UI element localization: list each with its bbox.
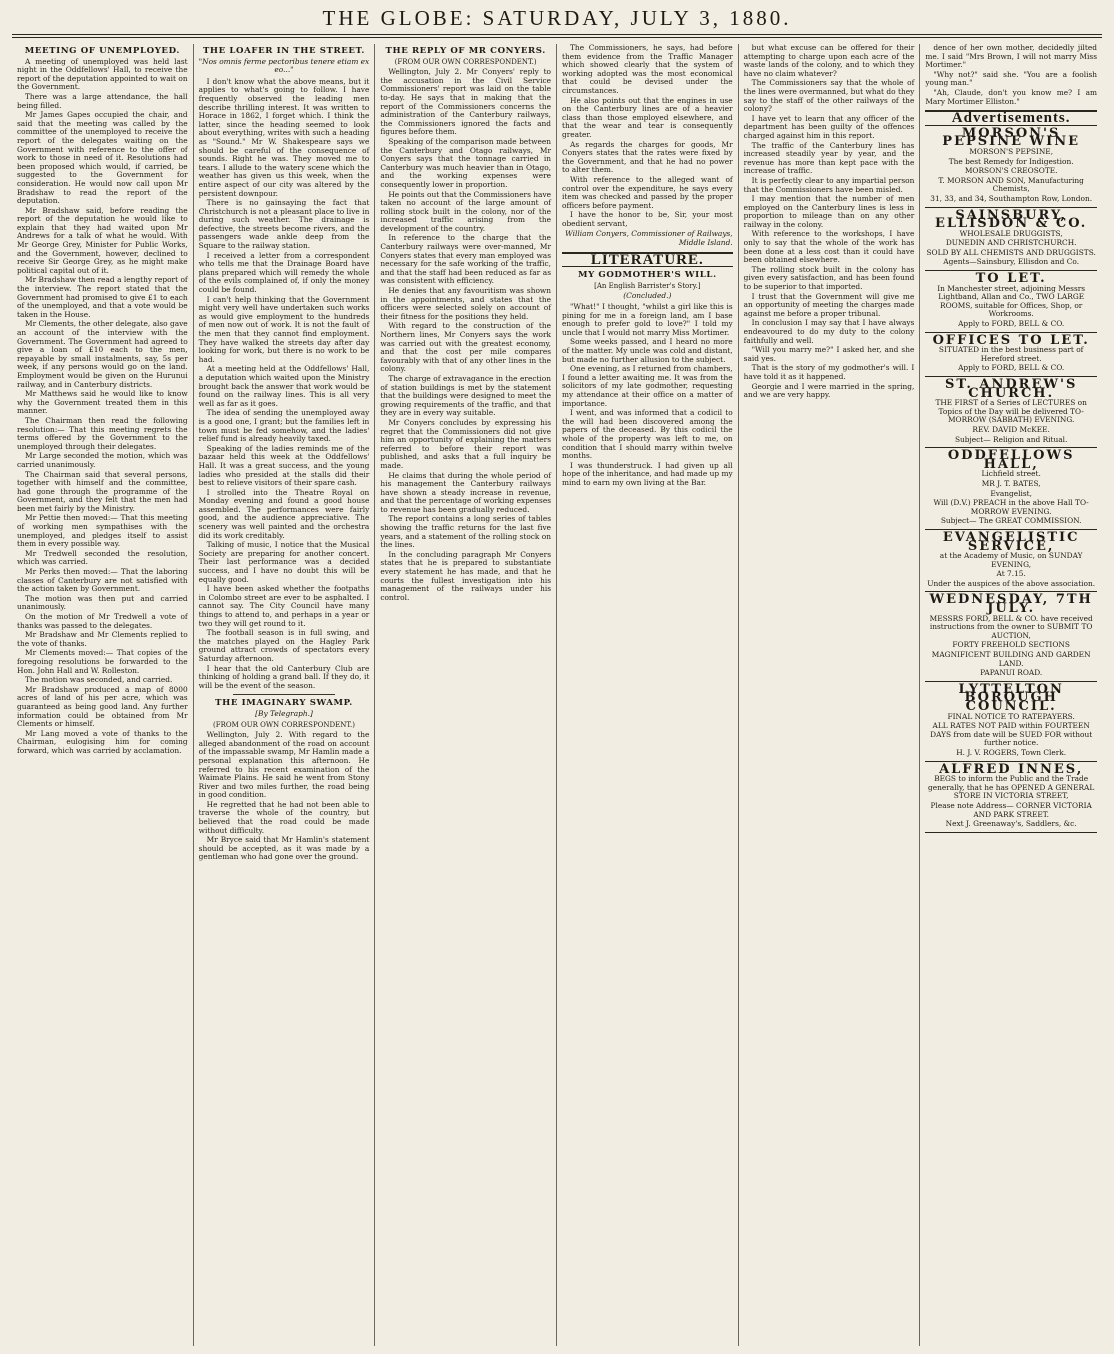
advertisement-line: FINAL NOTICE TO RATEPAYERS. [947,711,1075,721]
divider [233,694,335,695]
paragraph: The report contains a long series of tables showing the traffic returns for the last five years, and a statement of the rolling stock on the lines. [380,514,551,550]
masthead-rule [12,34,1102,38]
column-3 [375,44,557,1346]
paragraph: Wellington, July 2. With regard to the alleged abandonment of the road on account of the impassable swamp, Mr Hamlin made a personal explanation this afternoon. He referred to his recent examination of the Waimate Plains. He said he went from Stony River and two miles further, the road being in good condition. [198,730,370,800]
paragraph: There is no gainsaying the fact that Christchurch is not a pleasant place to live in during such weather. The drainage is defective, the streets become rivers, and the passengers wade ankle deep from the Square to the railway station. [198,198,370,251]
paragraph: I can't help thinking that the Government might very well have undertaken such works as would give employment to the hundreds of men now out of work. It is not the fault of the men that they cannot find employment. They have walked the streets day after day looking for work, but there is no work to be had. [198,294,370,364]
paragraph: The charge of extravagance in the erection of station buildings is met by the statement that the buildings were designed to meet the growing requirements of the traffic, and that they are in every way suitable. [380,373,551,418]
paragraph: Mr Pettie then moved:— That this meeting of working men sympathises with the unemployed, and pledges itself to assist them in every possible way. [17,513,188,549]
advertisement-title: ST. ANDREW'S CHURCH. [944,377,1078,401]
paragraph: Mr Bradshaw and Mr Clements replied to the vote of thanks. [17,630,188,648]
advertisement-line: The best Remedy for Indigestion. [948,156,1074,166]
paragraph: but what excuse can be offered for their attempting to charge upon each acre of the waste lands of the colony, and to which they have no claim whatever? [743,44,915,78]
paragraph: The motion was then put and carried unanimously. [17,593,188,612]
advertisement-line: FORTY FREEHOLD SECTIONS [952,640,1070,650]
paragraph: Mr Bradshaw produced a map of 8000 acres of land of his per acre, which was guaranteed as being good land. Any further information could be obtained from Mr Clements or himself. [17,684,188,729]
paragraph: He denies that any favouritism was shown in the appointments, and states that the officers were selected solely on account of their fitness for the positions they held. [380,286,551,321]
paragraph: Speaking of the ladies reminds me of the bazaar held this week at the Oddfellows' Hall. It was a great success, and the young ladies who presided at the stalls did their best to relieve visitors of their spare cash. [198,443,370,488]
advertisement-line: ALL RATES NOT PAID within FOURTEEN DAYS from date will be SUED FOR without further notice. [930,721,1093,748]
paragraph: Talking of music, I notice that the Musical Society are preparing for another concert. Their last performance was a decided success, and I have no doubt this will be equally good. [198,540,370,584]
article-body [380,68,551,602]
advertisement [925,529,1097,593]
paragraph: Speaking of the comparison made between the Canterbury and Otago railways, Mr Conyers says that the tonnage carried in Canterbury was much heavier than in Otago, and the working expenses were consequently lower in proportion. [380,136,551,189]
paragraph: The Chairman said that several persons, together with himself and the committee, had gone through the programme of the Government, and they felt that the men had been met fairly by the Ministry. [17,469,188,513]
paragraph: I have yet to learn that any officer of the department has been guilty of the offences charged against him in this report. [743,113,915,140]
advertisement-line: DUNEDIN AND CHRISTCHURCH. [945,238,1077,248]
section-heading: LITERATURE. [562,252,733,268]
paragraph: I went, and was informed that a codicil to the will had been discovered among the papers of the deceased. By this codicil the whole of the property was left to me, on condition that I should marry within twelve months. [562,408,733,461]
column-2 [194,44,376,1346]
advertisement [925,207,1097,272]
paragraph: Mr Tredwell seconded the resolution, which was carried. [17,548,188,567]
advertisement-title: MORSON'S PEPSINE WINE [942,125,1081,150]
paragraph: Mr Perks then moved:— That the laboring classes of Canterbury are not satisfied with the action taken by Government. [17,567,188,594]
advertisement-line: SITUATED in the best business part of Hereford street. [938,345,1084,363]
article-body [744,44,915,400]
advertisement-line: MORSON'S PEPSINE, [969,146,1054,156]
article-body [199,731,370,862]
advertisement-line: Apply to FORD, BELL & CO. [958,319,1065,329]
advertisement-line: Next J. Greenaway's, Saddlers, &c. [945,819,1077,829]
advertisement-line: T. MORSON AND SON, Manufacturing Chemists, [938,175,1084,194]
advertisement-title: TO LET. [975,271,1047,287]
advertisement-line: PAPANUI ROAD. [980,668,1043,678]
paragraph: The idea of sending the unemployed away is a good one, I grant; but the families left in town must be fed somehow, and the ladies' relief fund is already heavily taxed. [198,408,370,444]
story-body [562,303,733,487]
advertisement-title: EVANGELISTIC SERVICE, [942,529,1080,554]
paragraph: He points out that the Commissioners have taken no account of the large amount of rolling stock built in the colony, nor of the increased traffic arising from the development of the country. [380,189,551,233]
advertisement [925,377,1097,448]
advertisement-line: Lichfield street. [981,469,1041,479]
paragraph: The Chairman then read the following resolution:— That this meeting regrets the terms offered by the Government to the unemployed through their delegates. [17,415,188,451]
advertisement-divider [925,832,1097,833]
column-5 [739,44,921,1346]
advertisement [925,761,1097,833]
paragraph: Mr James Gapes occupied the chair, and said that the meeting was called by the committee of the unemployed to receive the report of the delegates waiting on the Government with reference to the offer of work to those in need of it. Resolutions had been proposed which would, if carried, be suggested to the Government for consideration. He would now call upon Mr Bradshaw to read the report of the deputation. [17,110,188,206]
paragraph: In the concluding paragraph Mr Conyers states that he is prepared to substantiate every statement he has made, and that he courts the fullest investigation into his management of the railways under his control. [380,549,551,602]
article-headline: THE REPLY OF MR CONYERS. [385,46,546,56]
columns [12,44,1102,1346]
paragraph: Mr Clements, the other delegate, also gave an account of the interview with the Government. The Government had agreed to give a loan of £10 each to the men, repayable by small instalments, say, 5s per week, if any persons would go on the land. Employment would be given on the Hurunui railway, and in Canterbury districts. [17,319,188,389]
paragraph: "Ah, Claude, don't you know me? I am Mary Mortimer Elliston." [925,87,1097,106]
paragraph: He regretted that he had not been able to traverse the whole of the country, but believed that the road could be made without difficulty. [198,799,370,835]
article-motto: "Nos omnis ferme pectoribus tenere etiam ex eo..." [198,56,370,75]
paragraph: The traffic of the Canterbury lines has increased steadily year by year, and the revenue has more than kept pace with the increase of traffic. [743,140,915,176]
advertisement-line: H. J. V. ROGERS, Town Clerk. [956,747,1067,757]
advertisement-title: SAINSBURY, ELLISDON & CO. [934,207,1088,232]
advertisements [925,125,1097,833]
paragraph: The motion was seconded, and carried. [25,675,173,685]
advertisement-line: at the Academy of Music, on SUNDAY EVENING, [939,551,1083,569]
advertisement-line: Will (D.V.) PREACH in the above Hall TO-MORROW EVENING. [933,498,1089,516]
paragraph: "Why not?" said she. "You are a foolish young man." [925,69,1097,88]
paragraph: dence of her own mother, decidedly jilted me. I said "Mrs Brown, I will not marry Miss Mortimer." [925,44,1097,70]
advertisement-line: Please note Address— CORNER VICTORIA AND PARK STREET. [930,800,1092,819]
advertisement-line: REV. DAVID McKEE. [972,424,1050,434]
paragraph: I hear that the old Canterbury Club are thinking of holding a grand ball. If they do, it will be the event of the season. [198,663,370,690]
paragraph: As regards the charges for goods, Mr Conyers states that the rates were fixed by the Government, and that he had no power to alter them. [562,139,733,175]
advertisement-title: WEDNESDAY, 7TH JULY. [929,592,1093,617]
paragraph: The football season is in full swing, and the matches played on the Hagley Park ground attract crowds of spectators every Saturday afternoon. [198,628,370,663]
paragraph: Wellington, July 2. Mr Conyers' reply to the accusation in the Civil Service Commissioners' report was laid on the table to-day. He says that in making that the report of the Commissioners concerns the administration of the Canterbury railways, the Commissioners ignored the facts and figures before them. [380,67,551,137]
advertisement [925,332,1097,377]
paragraph: Mr Large seconded the motion, which was carried unanimously. [17,451,188,469]
advertisement-line: 31, 33, and 34, Southampton Row, London. [930,193,1093,203]
paragraph: He also points out that the engines in use on the Canterbury lines are of a heavier class than those employed elsewhere, and that the wear and tear is consequently greater. [562,95,733,139]
story-title: MY GODMOTHER'S WILL. [577,270,717,281]
advertisement-line: Apply to FORD, BELL & CO. [958,363,1065,373]
paragraph: At a meeting held at the Oddfellows' Hall, a deputation which waited upon the Ministry brought back the answer that work would be found on the railway lines. This is all very well as far as it goes. [198,364,370,408]
paragraph: Mr Bryce said that Mr Hamlin's statement should be accepted, as it was made by a gentleman who had gone over the ground. [198,835,370,862]
paragraph: In reference to the charge that the Canterbury railways were over-manned, Mr Conyers states that every man employed was necessary for the safe working of the traffic, and that the staff had been reduced as far as was consistent with efficiency. [380,233,551,286]
advertisement-line: BEGS to inform the Public and the Trade generally, that he has OPENED A GENERAL STORE IN VICTORIA STREET, [928,774,1095,801]
paragraph: That is the story of my godmother's will. I have told it as it happened. [743,363,915,381]
paragraph: "What!" I thought, "whilst a girl like this is pining for me in a foreign land, am I base enough to prefer gold to love?" I told my uncle that I would not marry Miss Mortimer. [562,302,733,337]
advertisement-line: MAGNIFICENT BUILDING AND GARDEN LAND. [931,650,1091,668]
paragraph: It is perfectly clear to any impartial person that the Commissioners have been misled. [743,175,915,194]
advertisement-line: Under the auspices of the above association. [927,578,1096,588]
advertisement-line: At 7.15. [996,569,1026,579]
advertisement [925,592,1097,681]
paragraph: I have the honor to be, Sir, your most obedient servant, [562,210,733,228]
advertisement-line: Subject— The GREAT COMMISSION. [940,516,1082,526]
paragraph: I received a letter from a correspondent who tells me that the Drainage Board have plans prepared which will remedy the whole of the evils complained of, if only the money could be found. [198,250,370,295]
advertisement-title: OFFICES TO LET. [932,332,1090,348]
newspaper-title: THE GLOBE: SATURDAY, JULY 3, 1880. [322,6,792,30]
paragraph: In conclusion I may say that I have always endeavoured to do my duty to the colony faithfully and well. [743,318,915,345]
article-body [17,58,188,756]
column-6 [920,44,1102,1346]
paragraph: Mr Bradshaw said, before reading the report of the deputation he would like to explain that they had waited upon Mr Andrews for a talk of what he would. With Mr George Grey, Minister for Public Works, and the Government, however, declined to receive Sir George Grey, as he might make political capital out of it. [17,205,188,275]
paragraph: I was thunderstruck. I had given up all hope of the inheritance, and had made up my mind to earn my own living at the Bar. [562,460,733,487]
paragraph: Mr Bradshaw then read a lengthy report of the interview. The report stated that the Government had promised to give £1 to each of the unemployed, and that a vote would be taken in the House. [17,275,188,319]
advertisement-title: LYTTELTON BOROUGH COUNCIL. [958,681,1064,714]
paragraph: Mr Matthews said he would like to know why the Government treated them in this manner. [17,389,188,416]
advertisement-line: MESSRS FORD, BELL & CO. have received instructions from the owner to SUBMIT TO AUCTION, [929,613,1093,640]
story-note: (Concluded.) [623,291,672,301]
paragraph: "Will you marry me?" I asked her, and she said yes. [743,345,915,363]
advertisements-heading: Advertisements. [925,110,1097,126]
advertisement [925,681,1097,762]
paragraph: The rolling stock built in the colony has given every satisfaction, and has been found to be superior to that imported. [743,264,915,292]
advertisement [925,125,1097,208]
paragraph: I have been asked whether the footpaths in Colombo street are ever to be asphalted. I cannot say. The City Council have many things to attend to, and perhaps in a year or two they will get round to it. [198,584,370,628]
signature: William Conyers, Commissioner of Railways, Middle Island. [565,229,733,248]
paragraph: The Commissioners say that the whole of the lines were overmanned, but what do they say to the staff of the other railways of the colony? [743,78,915,114]
paragraph: With reference to the workshops, I have only to say that the whole of the work has been done at a less cost than it could have been obtained elsewhere. [743,229,915,265]
column-4 [557,44,739,1346]
paragraph: I trust that the Government will give me an opportunity of meeting the charges made against me before a proper tribunal. [743,291,915,318]
advertisement-line: MR J. T. BATES, [981,478,1041,488]
paragraph: On the motion of Mr Tredwell a vote of thanks was passed to the delegates. [17,612,188,630]
paragraph: He claims that during the whole period of his management the Canterbury railways have shown a steady increase in revenue, and that the percentage of working expenses to revenue has been gradually reduced. [380,470,551,514]
advertisement [925,448,1097,530]
advertisement-line: WHOLESALE DRUGGISTS, [959,228,1063,238]
paragraph: One evening, as I returned from chambers, I found a letter awaiting me. It was from the solicitors of my late godmother, requesting my attendance at their office on a matter of importance. [562,364,733,408]
paragraph: With regard to the construction of the Northern lines, Mr Conyers says the work was carried out with the greatest economy, and that the cost per mile compares favourably with that of any other lines in the colony. [380,321,551,374]
paragraph: With reference to the alleged want of control over the expenditure, he says every item was checked and passed by the proper officers before payment. [562,174,733,210]
story-byline: [An English Barrister's Story.] [594,281,701,290]
paragraph: There was a large attendance, the hall being filled. [17,91,188,110]
masthead [0,0,1114,40]
advertisement-line: Evangelist, [990,488,1032,498]
article-note: [By Telegraph.] [255,708,313,718]
paragraph: The Commissioners, he says, had before them evidence from the Traffic Manager which showed clearly that the system of working adopted was the most economical that could be devised under the circumstances. [562,44,733,95]
advertisement [925,271,1097,333]
advertisement-line: Subject— Religion and Ritual. [954,434,1068,444]
paragraph: Mr Conyers concludes by expressing his regret that the Commissioners did not give him an opportunity of explaining the matters referred to before their report was published, and asks that a full inquiry be made. [380,417,551,470]
article-body [199,78,370,691]
column-1 [12,44,194,1346]
paragraph: I don't know what the above means, but it applies to what's going to follow. I have frequently observed the leading men describe thrilling interest. It was written to Horace in 1862, I forget which. I think the latter, since the heading seemed to look about everything, writes with such a heading as "Sound." Mr W. Shakespeare says we should be careful of the consequence of sounds. Right he was. They moved me to tears. I allude to the watery scene which the weather has given us this week, when the entire aspect of our city was altered by the persistent downpour. [198,76,370,198]
paragraph: A meeting of unemployed was held last night in the Oddfellows' Hall, to receive the report of the deputation appointed to wait on the Government. [17,56,188,92]
advertisement-title: ODDFELLOWS HALL, [947,448,1075,472]
article-source: (FROM OUR OWN CORRESPONDENT.) [394,57,537,66]
paragraph: I may mention that the number of men employed on the Canterbury lines is less in proportion to mileage than on any other railway in the colony. [743,194,915,229]
advertisement-line: MORSON'S CREOSOTE. [964,166,1058,176]
article-body [562,44,733,228]
article-headline: THE LOAFER IN THE STREET. [202,46,366,56]
advertisement-line: Agents—Sainsbury, Ellisdon and Co. [943,257,1080,267]
article-headline: MEETING OF UNEMPLOYED. [24,46,180,56]
paragraph: Georgie and I were married in the spring, and we are very happy. [743,381,915,400]
article-source: (FROM OUR OWN CORRESPONDENT.) [213,720,355,729]
paragraph: I strolled into the Theatre Royal on Monday evening and found a good house assembled. The performances were fairly good, and the audience appreciative. The scenery was well painted and the orchestra did its work creditably. [198,487,370,540]
advertisement-line: THE FIRST of a Series of LECTURES on Topics of the Day will be delivered TO-MORROW (SABBATH) EVENING. [935,398,1087,425]
paragraph: Mr Clements moved:— That copies of the foregoing resolutions be forwarded to the Hon. John Hall and W. Rolleston. [17,648,188,675]
advertisement-title: ALFRED INNES, [939,761,1084,777]
article-headline: THE IMAGINARY SWAMP. [215,698,353,709]
advertisement-line: In Manchester street, adjoining Messrs Lightband, Allan and Co., TWO LARGE ROOMS, suitable for Offices, Shop, or Workrooms. [937,283,1086,319]
advertisement-line: SOLD BY ALL CHEMISTS AND DRUGGISTS. [926,247,1096,257]
paragraph: Some weeks passed, and I heard no more of the matter. My uncle was cold and distant, but made no further allusion to the subject. [562,337,733,364]
paragraph: Mr Lang moved a vote of thanks to the Chairman, eulogising him for coming forward, which was carried by acclamation. [17,728,188,755]
article-body [925,44,1097,106]
